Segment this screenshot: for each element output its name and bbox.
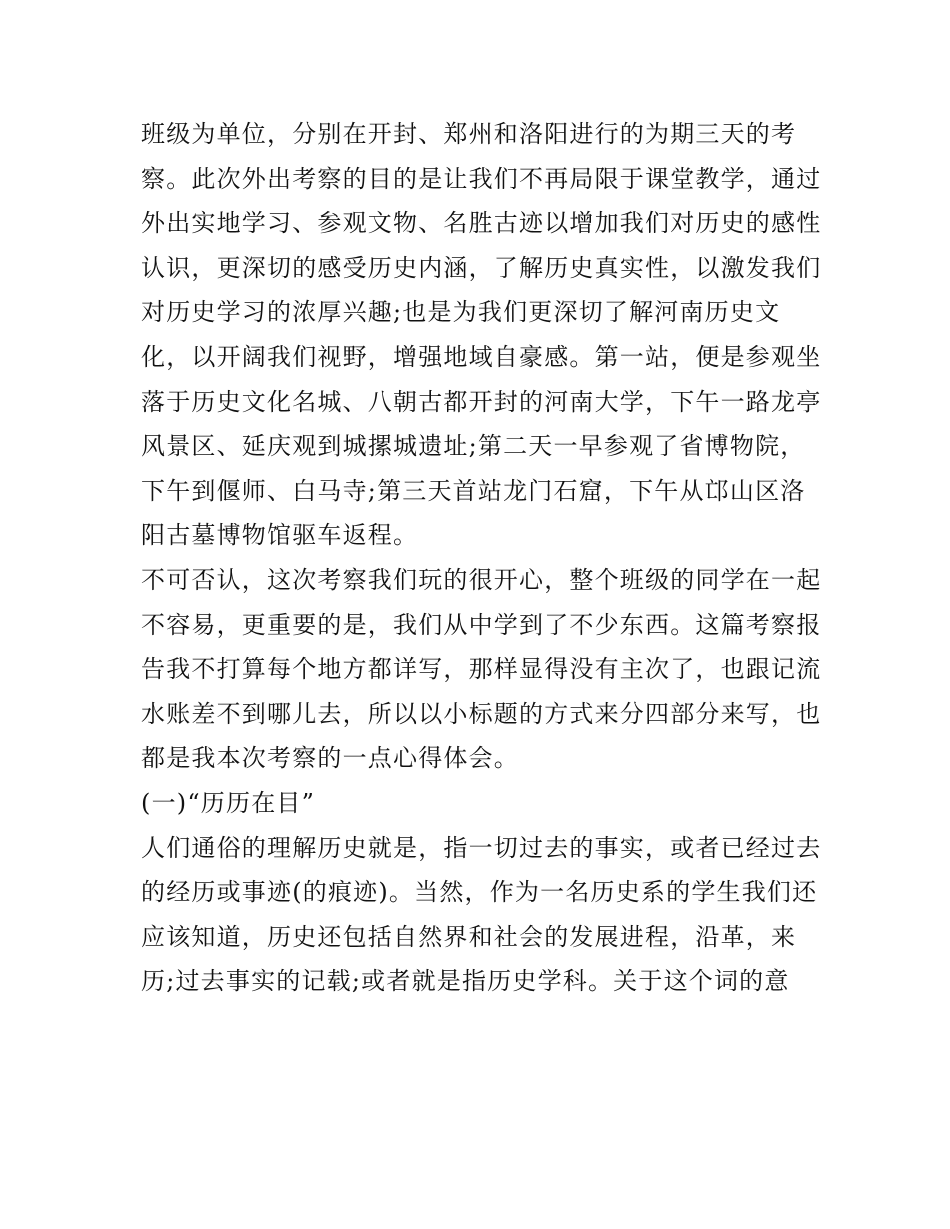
text-line: 应该知道，历史还包括自然界和社会的发展进程，沿革，来 (141, 922, 797, 951)
section-heading: (一)“历历在目” (141, 788, 316, 817)
text-line: 水账差不到哪儿去，所以以小标题的方式来分四部分来写，也 (141, 699, 822, 728)
text-line: 落于历史文化名城、八朝古都开封的河南大学，下午一路龙亭 (141, 387, 822, 416)
text-line: 阳古墓博物馆驱车返程。 (141, 521, 419, 550)
text-line: 都是我本次考察的一点心得体会。 (141, 744, 519, 773)
text-line: 化，以开阔我们视野，增强地域自豪感。第一站，便是参观坐 (141, 342, 822, 371)
text-line: 不可否认，这次考察我们玩的很开心，整个班级的同学在一起 (141, 565, 822, 594)
text-line: 认识，更深切的感受历史内涵，了解历史真实性，以激发我们 (141, 253, 822, 282)
text-line: 察。此次外出考察的目的是让我们不再局限于课堂教学，通过 (141, 164, 822, 193)
text-line: 不容易，更重要的是，我们从中学到了不少东西。这篇考察报 (141, 610, 822, 639)
text-line: 外出实地学习、参观文物、名胜古迹以增加我们对历史的感性 (141, 209, 822, 238)
text-line: 历;过去事实的记载;或者就是指历史学科。关于这个词的意 (141, 967, 790, 996)
text-line: 告我不打算每个地方都详写，那样显得没有主次了，也跟记流 (141, 655, 822, 684)
document-body (141, 112, 821, 1004)
text-line: 班级为单位，分别在开封、郑州和洛阳进行的为期三天的考 (141, 120, 797, 148)
text-line: 的经历或事迹(的痕迹)。当然，作为一名历史系的学生我们还 (141, 878, 818, 907)
text-line: 下午到偃师、白马寺;第三天首站龙门石窟，下午从邙山区洛 (141, 476, 806, 505)
text-line: 对历史学习的浓厚兴趣;也是为我们更深切了解河南历史文 (141, 298, 781, 327)
text-line: 人们通俗的理解历史就是，指一切过去的事实，或者已经过去 (141, 833, 822, 862)
text-line: 风景区、延庆观到城摞城遗址;第二天一早参观了省博物院， (141, 432, 806, 461)
